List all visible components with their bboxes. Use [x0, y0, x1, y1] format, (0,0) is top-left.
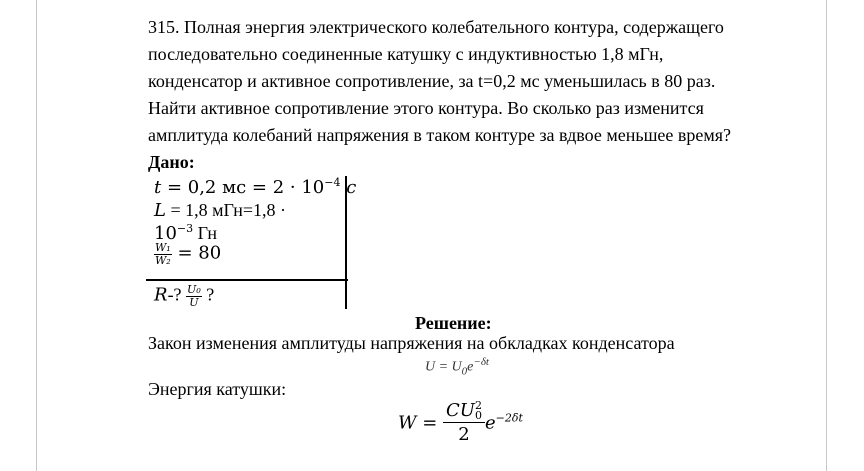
formula2-denominator: 2 [458, 424, 470, 445]
formula2-exp-base: e [484, 412, 496, 434]
formula2-num-text: CU [446, 400, 475, 421]
voltage-ratio-denominator: U [189, 296, 199, 309]
formula2-lhs: W = [398, 412, 444, 434]
formula1-lhs: U = U [425, 359, 462, 375]
given-energy-ratio-row [154, 242, 221, 267]
solution-title: Решение: [415, 313, 492, 333]
voltage-ratio-fraction [186, 284, 202, 309]
given-time-row [154, 176, 356, 198]
problem-line: Найти активное сопротивление этого контура. Во сколько раз изменится [148, 98, 704, 118]
given-inductance-row [154, 200, 286, 221]
energy-ratio-fraction [154, 242, 172, 267]
time-exponent: −4 [324, 176, 341, 189]
formula-coil-energy [398, 400, 523, 447]
problem-statement [148, 14, 788, 149]
inductance-unit: Гн [193, 223, 217, 243]
problem-line: конденсатор и активное сопротивление, за t=0,2 мс уменьшилась в 80 раз. [148, 71, 716, 91]
formula2-num-sup: 2 [474, 399, 482, 412]
time-variable: t [154, 177, 162, 198]
page-right-border [826, 0, 827, 471]
time-unit: c [340, 177, 357, 198]
formula2-num-sub: 0 [474, 409, 482, 422]
solution-text-amplitude-law: Закон изменения амплитуды напряжения на обкладках конденсатора [148, 333, 675, 353]
page-left-border [36, 0, 37, 471]
find-row [154, 284, 214, 309]
problem-line: 315. Полная энергия электрического колебательного контура, содержащего [148, 17, 724, 37]
find-separator: -? [167, 284, 187, 305]
inductance-value: = 1,8 мГн=1,8 · [165, 200, 286, 220]
energy-ratio-denominator: W₂ [155, 254, 171, 267]
formula2-numerator [443, 400, 485, 423]
formula2-fraction [443, 400, 485, 447]
formula-voltage-amplitude [425, 356, 489, 377]
formula1-exponent: −δt [473, 356, 489, 368]
energy-ratio-numerator: W₁ [155, 241, 171, 254]
formula1-subscript: 0 [461, 365, 468, 378]
inductance-exponent: −3 [176, 222, 194, 235]
inductance-power-base: 10 [154, 223, 177, 244]
time-value: = 0,2 мс = 2 · 10 [161, 177, 325, 198]
problem-line: амплитуда колебаний напряжения в таком контуре за вдвое меньшее время? [148, 125, 732, 145]
problem-line: последовательно соединенные катушку с индуктивностью 1,8 мГн, [148, 44, 664, 64]
voltage-ratio-numerator: U₀ [187, 283, 201, 296]
find-question: ? [201, 284, 215, 305]
given-table [146, 176, 357, 309]
energy-ratio-value: = 80 [171, 242, 222, 264]
solution-text-coil-energy: Энергия катушки: [148, 379, 287, 399]
formula2-exponent: −2δt [495, 411, 523, 425]
formula1-exp-base: e [467, 359, 474, 375]
inductance-variable: L [154, 200, 166, 221]
given-title: Дано: [148, 152, 195, 172]
find-variable: R [154, 284, 168, 306]
given-horizontal-divider [146, 279, 348, 281]
